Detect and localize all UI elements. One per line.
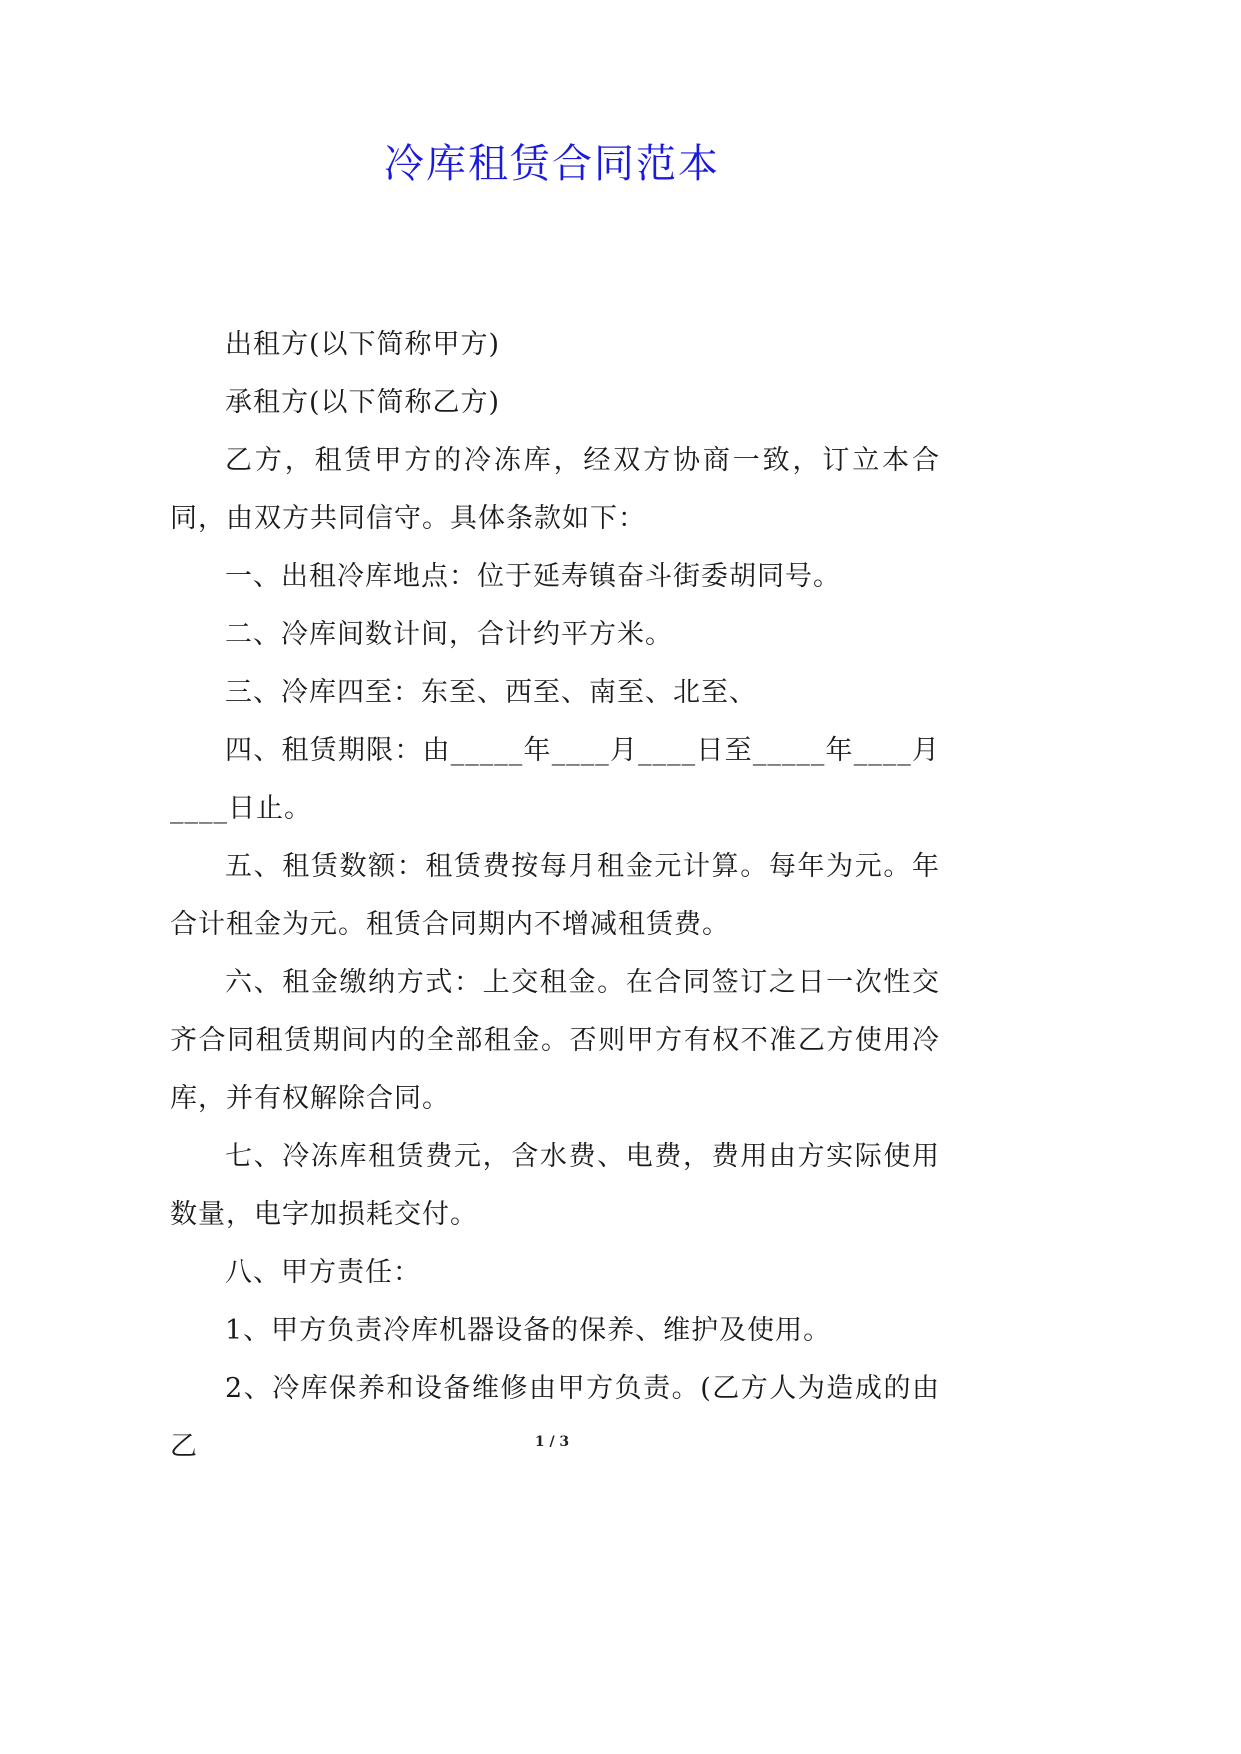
clause-payment: 六、租金缴纳方式：上交租金。在合同签订之日一次性交齐合同租赁期间内的全部租金。否则甲方有权不准乙方使用冷库，并有权解除合同。 (170, 967, 940, 1114)
paragraph-lessor: 出租方(以下简称甲方) (225, 329, 501, 360)
clause-amount: 五、租赁数额：租赁费按每月租金元计算。每年为元。年合计租金为元。租赁合同期内不增减租赁费。 (170, 851, 940, 940)
paragraph-lessee: 承租方(以下简称乙方) (225, 387, 501, 418)
clause-lessor-duties: 八、甲方责任： (225, 1257, 421, 1288)
clause-location: 一、出租冷库地点：位于延寿镇奋斗街委胡同号。 (225, 561, 841, 592)
clause-rooms: 二、冷库间数计间，合计约平方米。 (225, 619, 673, 650)
page-indicator: 1 / 3 (534, 1434, 570, 1450)
clause-fees: 七、冷冻库租赁费元，含水费、电费，费用由方实际使用数量，电字加损耗交付。 (170, 1141, 940, 1230)
duty-item-2: 2、冷库保养和设备维修由甲方负责。(乙方人为造成的由乙 (170, 1373, 940, 1462)
document-title: 冷库租赁合同范本 (384, 141, 720, 187)
clause-term: 四、租赁期限：由_____年____月____日至_____年____月____日止。 (170, 735, 940, 824)
document-body (170, 316, 940, 1476)
paragraph-intro: 乙方，租赁甲方的冷冻库，经双方协商一致，订立本合同，由双方共同信守。具体条款如下： (170, 445, 940, 534)
duty-item-1: 1、甲方负责冷库机器设备的保养、维护及使用。 (225, 1315, 832, 1346)
clause-boundaries: 三、冷库四至：东至、西至、南至、北至、 (225, 677, 757, 708)
